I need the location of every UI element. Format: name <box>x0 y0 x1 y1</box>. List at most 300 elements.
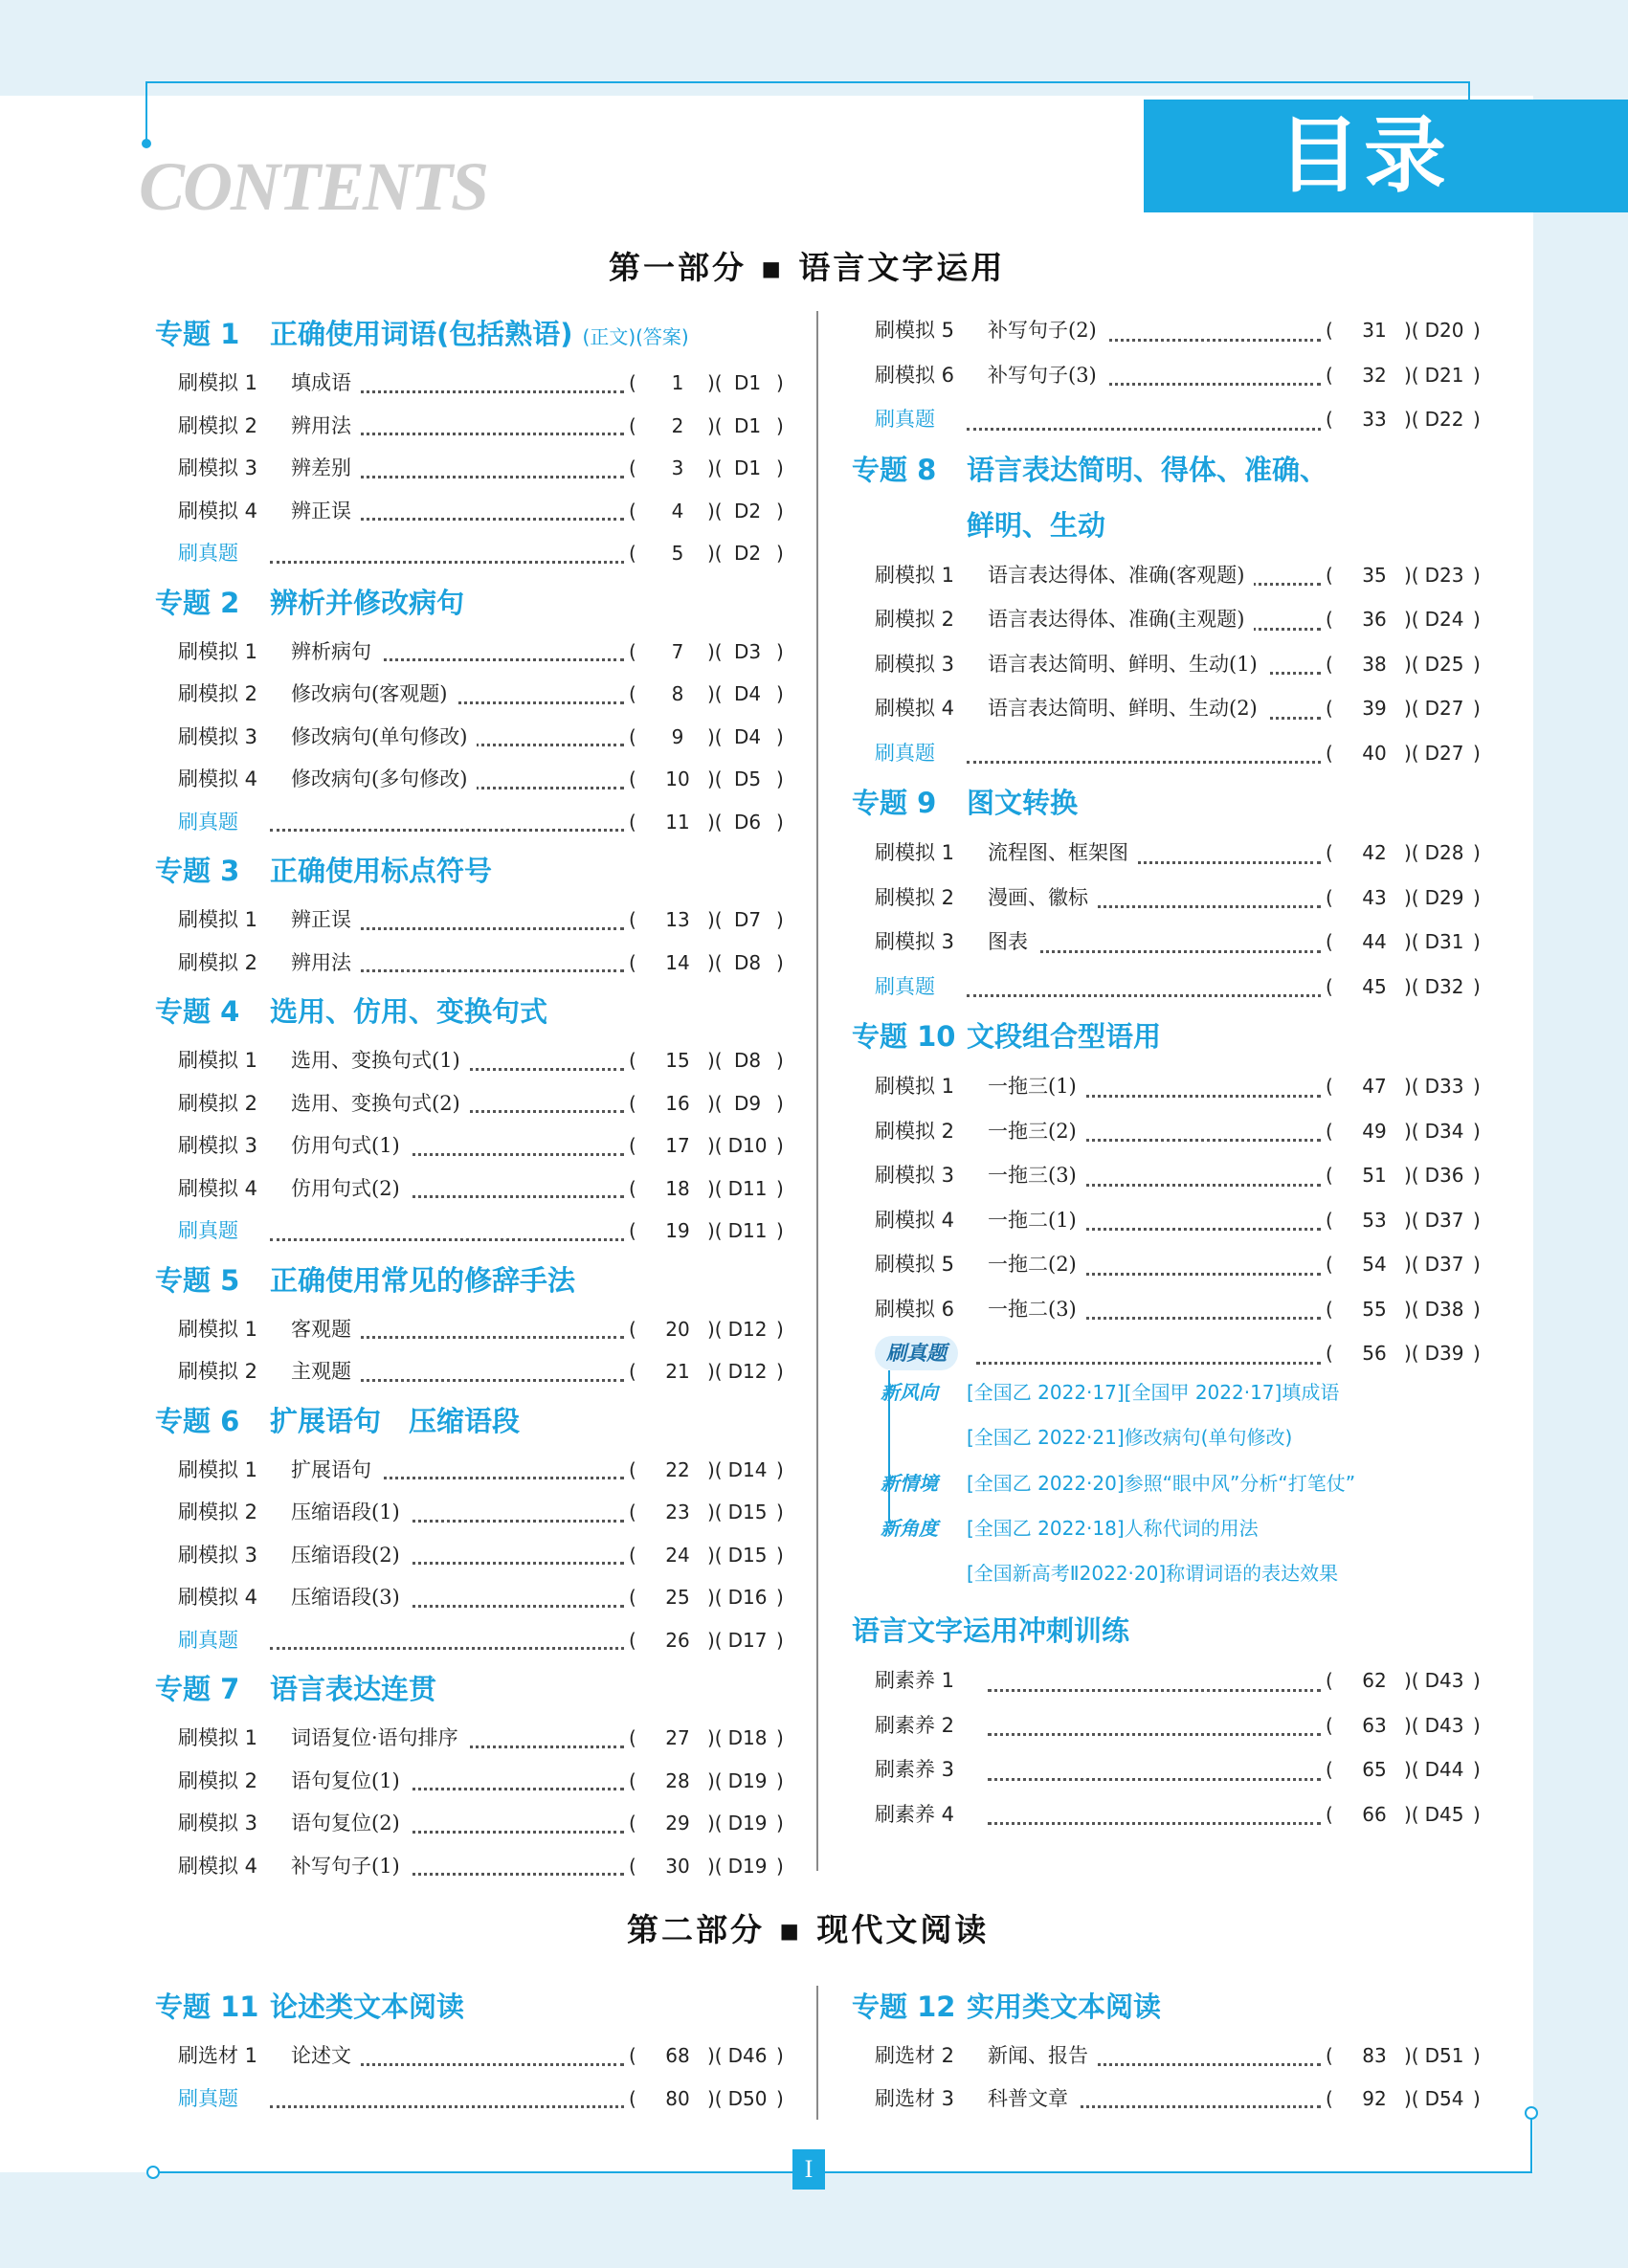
topic-title: 语言表达连贯 <box>270 1673 437 1705</box>
trend-tag: 新角度 <box>881 1516 938 1540</box>
toc-entry[interactable] <box>155 1350 787 1393</box>
entry-label: 刷真题 <box>178 542 238 565</box>
entry-label: 刷模拟 2 <box>875 608 955 631</box>
paren-close: ) <box>776 1543 784 1567</box>
paren-close: ) <box>776 1586 784 1609</box>
paren-mid: )( <box>1404 1713 1419 1737</box>
entry-page: 10 <box>665 767 690 790</box>
entry-label: 刷模拟 2 <box>178 1360 258 1383</box>
entry-answer-page: D32 <box>1424 974 1464 998</box>
entry-page: 56 <box>1362 1342 1387 1365</box>
paren-close: ) <box>1473 741 1481 765</box>
paren-open: ( <box>1326 1253 1333 1276</box>
entry-answer-page: D34 <box>1424 1119 1464 1143</box>
paren-open: ( <box>1326 2086 1333 2110</box>
paren-close: ) <box>1473 974 1481 998</box>
entry-answer-page: D14 <box>727 1457 768 1481</box>
entry-answer-page: D12 <box>727 1317 768 1341</box>
entry-title: 语句复位(1) <box>291 1760 410 1803</box>
paren-open: ( <box>629 413 636 437</box>
paren-mid: )( <box>707 1176 723 1200</box>
paren-mid: )( <box>1404 841 1419 864</box>
paren-open: ( <box>629 1586 636 1609</box>
entry-label: 刷真题 <box>178 1628 238 1652</box>
paren-open: ( <box>1326 930 1333 953</box>
paren-mid: )( <box>1404 652 1419 676</box>
paren-open: ( <box>1326 408 1333 431</box>
entry-label: 刷模拟 4 <box>178 1586 258 1609</box>
entry-label: 刷素养 4 <box>875 1802 955 1826</box>
toc-entry[interactable] <box>852 397 1483 442</box>
entry-answer-page: D46 <box>727 2044 768 2067</box>
entry-answer-page: D27 <box>1424 697 1464 720</box>
paren-mid: )( <box>707 1768 723 1792</box>
entry-page: 32 <box>1362 363 1387 387</box>
paren-close: ) <box>776 1726 784 1749</box>
topic-title: 正确使用词语(包括熟语) <box>270 318 573 350</box>
paren-open: ( <box>1326 2044 1333 2067</box>
toc-entry[interactable] <box>852 1792 1483 1837</box>
real-exam-pill: 刷真题 <box>875 1336 958 1370</box>
paren-open: ( <box>629 1134 636 1157</box>
paren-open: ( <box>1326 1164 1333 1187</box>
paren-mid: )( <box>707 1091 723 1115</box>
paren-close: ) <box>1473 841 1481 864</box>
entry-answer-page: D9 <box>733 1091 762 1115</box>
paren-open: ( <box>1326 741 1333 765</box>
paren-mid: )( <box>1404 930 1419 953</box>
entry-page: 36 <box>1362 608 1387 631</box>
entry-answer-page: D33 <box>1424 1075 1464 1098</box>
paren-close: ) <box>776 1854 784 1878</box>
topic-title: 正确使用标点符号 <box>270 855 493 887</box>
toc-part2-right <box>852 1979 1483 2120</box>
entry-answer-page: D1 <box>733 413 762 437</box>
topic-heading-continued: 鲜明、生动 <box>967 508 1106 542</box>
entry-title: 填成语 <box>291 362 361 405</box>
entry-label: 刷模拟 4 <box>178 499 258 523</box>
topic-number: 专题 2 <box>155 586 240 619</box>
toc-entry[interactable] <box>852 597 1483 642</box>
entry-answer-page: D23 <box>1424 563 1464 587</box>
entry-label: 刷模拟 2 <box>178 1768 258 1792</box>
entry-title: 主观题 <box>291 1350 361 1393</box>
paren-close: ) <box>1473 930 1481 953</box>
entry-label: 刷模拟 1 <box>178 639 258 663</box>
toc-entry[interactable] <box>155 801 787 844</box>
entry-page: 33 <box>1362 408 1387 431</box>
entry-page: 35 <box>1362 563 1387 587</box>
entry-label: 刷模拟 2 <box>178 1501 258 1523</box>
trend-tag: 新风向 <box>881 1381 938 1404</box>
paren-open: ( <box>1326 885 1333 909</box>
paren-close: ) <box>1473 608 1481 631</box>
entry-answer-page: D10 <box>727 1134 768 1157</box>
toc-entry[interactable] <box>155 942 787 985</box>
paren-mid: )( <box>1404 2086 1419 2110</box>
entry-label: 刷模拟 1 <box>178 1049 258 1072</box>
trend-item <box>881 1370 1339 1414</box>
entry-page: 62 <box>1362 1669 1387 1692</box>
part1-title: 第一部分 ▪ 语言文字运用 <box>609 249 1006 286</box>
toc-right-column <box>852 308 1483 1376</box>
trend-text: [全国乙 2022·17][全国甲 2022·17]填成语 <box>967 1381 1340 1404</box>
toc-entry[interactable] <box>852 686 1483 731</box>
entry-label: 刷模拟 1 <box>178 908 258 931</box>
paren-open: ( <box>629 1501 636 1523</box>
paren-open: ( <box>629 639 636 663</box>
paren-open: ( <box>629 1768 636 1792</box>
entry-page: 18 <box>665 1176 690 1200</box>
entry-page: 45 <box>1362 974 1387 998</box>
entry-label: 刷模拟 3 <box>875 1164 955 1187</box>
trend-text: [全国乙 2022·21]修改病句(单句修改) <box>967 1426 1293 1450</box>
paren-mid: )( <box>707 908 723 931</box>
paren-mid: )( <box>707 2044 723 2067</box>
dot-leader <box>988 1781 1321 1826</box>
entry-page: 39 <box>1362 697 1387 720</box>
paren-close: ) <box>776 456 784 479</box>
paren-open: ( <box>629 1543 636 1567</box>
paren-open: ( <box>629 1812 636 1834</box>
entry-title: 客观题 <box>291 1308 361 1351</box>
toc-entry[interactable] <box>155 1619 787 1662</box>
entry-answer-page: D2 <box>733 499 762 523</box>
paren-open: ( <box>629 1219 636 1242</box>
entry-label: 刷模拟 2 <box>875 885 955 909</box>
paren-open: ( <box>629 908 636 931</box>
entry-label: 刷模拟 1 <box>875 1075 955 1098</box>
paren-mid: )( <box>1404 563 1419 587</box>
paren-mid: )( <box>707 1457 723 1481</box>
entry-page: 55 <box>1362 1297 1387 1321</box>
entry-page: 47 <box>1362 1075 1387 1098</box>
topic-title: 正确使用常见的修辞手法 <box>270 1263 576 1297</box>
paren-mid: )( <box>1404 697 1419 720</box>
paren-mid: )( <box>1404 1669 1419 1692</box>
entry-label: 刷真题 <box>178 2086 238 2110</box>
entry-answer-page: D11 <box>727 1219 768 1242</box>
entry-title: 修改病句(客观题) <box>291 673 457 716</box>
paren-open: ( <box>629 499 636 523</box>
paren-close: ) <box>1473 1208 1481 1232</box>
entry-label: 刷模拟 4 <box>178 1176 258 1200</box>
entry-answer-page: D36 <box>1424 1164 1464 1187</box>
entry-page: 54 <box>1362 1253 1387 1276</box>
paren-open: ( <box>1326 697 1333 720</box>
entry-page: 27 <box>665 1726 690 1749</box>
paren-mid: )( <box>707 499 723 523</box>
entry-title: 辨用法 <box>291 942 361 985</box>
trend-tag: 新情境 <box>881 1471 938 1495</box>
trend-text: [全国新高考Ⅱ2022·20]称谓词语的表达效果 <box>967 1562 1339 1585</box>
paren-open: ( <box>629 1091 636 1115</box>
paren-open: ( <box>629 2044 636 2067</box>
column-divider-2 <box>816 1986 818 2120</box>
entry-page: 65 <box>1362 1758 1387 1781</box>
paren-open: ( <box>1326 1208 1333 1232</box>
entry-page: 26 <box>665 1628 690 1652</box>
topic-title: 实用类文本阅读 <box>967 1990 1162 2023</box>
entry-label: 刷模拟 3 <box>178 724 258 748</box>
entry-label <box>875 1331 967 1376</box>
paren-open: ( <box>629 1360 636 1383</box>
entry-title: 漫画、徽标 <box>988 876 1098 921</box>
entry-answer-page: D1 <box>733 371 762 394</box>
entry-title: 一拖三(3) <box>988 1153 1086 1198</box>
entry-title: 仿用句式(2) <box>291 1167 410 1211</box>
toc-entry[interactable] <box>852 731 1483 776</box>
entry-answer-page: D24 <box>1424 608 1464 631</box>
topic-number: 专题 3 <box>155 855 240 887</box>
entry-page: 68 <box>665 2044 690 2067</box>
entry-label: 刷模拟 5 <box>875 319 955 342</box>
entry-title: 选用、变换句式(1) <box>291 1039 470 1082</box>
entry-label: 刷模拟 3 <box>875 652 955 676</box>
entry-answer-page: D15 <box>727 1501 768 1523</box>
entry-title: 辨析病句 <box>291 631 381 674</box>
entry-title: 语言表达简明、鲜明、生动(2) <box>988 686 1267 731</box>
entry-label: 刷真题 <box>875 408 935 431</box>
entry-page: 25 <box>665 1586 690 1609</box>
entry-answer-page: D27 <box>1424 741 1464 765</box>
dot-leader <box>988 1647 1321 1692</box>
paren-open: ( <box>629 1049 636 1072</box>
topic-number: 专题 5 <box>155 1263 240 1297</box>
toc-entry[interactable] <box>155 532 787 575</box>
entry-answer-page: D39 <box>1424 1342 1464 1365</box>
paren-close: ) <box>776 639 784 663</box>
paren-mid: )( <box>707 682 723 705</box>
entry-answer-page: D37 <box>1424 1208 1464 1232</box>
paren-open: ( <box>1326 1758 1333 1781</box>
entry-label: 刷模拟 3 <box>178 1812 258 1834</box>
trend-item <box>881 1461 1355 1505</box>
paren-open: ( <box>1326 608 1333 631</box>
paren-close: ) <box>776 371 784 394</box>
paren-close: ) <box>1473 1342 1481 1365</box>
paren-open: ( <box>1326 1342 1333 1365</box>
entry-answer-page: D5 <box>733 767 762 790</box>
topic-title: 扩展语句 压缩语段 <box>270 1404 521 1437</box>
paren-mid: )( <box>1404 1342 1419 1365</box>
part2-title: 第二部分 ▪ 现代文阅读 <box>627 1911 990 1948</box>
entry-answer-page: D44 <box>1424 1758 1464 1781</box>
entry-label: 刷模拟 5 <box>875 1253 955 1276</box>
toc-entry[interactable] <box>155 758 787 801</box>
entry-page: 44 <box>1362 930 1387 953</box>
entry-page: 21 <box>665 1360 690 1383</box>
paren-close: ) <box>1473 563 1481 587</box>
paren-close: ) <box>776 950 784 974</box>
contents-heading: CONTENTS <box>139 148 488 225</box>
entry-page: 3 <box>671 456 684 479</box>
toc-entry[interactable] <box>155 2078 787 2121</box>
entry-label: 刷模拟 4 <box>178 767 258 790</box>
entry-label: 刷模拟 3 <box>178 1543 258 1567</box>
trend-item <box>881 1506 1259 1550</box>
paren-open: ( <box>1326 1119 1333 1143</box>
paren-close: ) <box>776 2086 784 2110</box>
paren-mid: )( <box>707 1219 723 1242</box>
paren-mid: )( <box>1404 885 1419 909</box>
paren-close: ) <box>776 1176 784 1200</box>
paren-open: ( <box>629 767 636 790</box>
topic-heading <box>852 442 1483 498</box>
entry-answer-page: D8 <box>733 950 762 974</box>
topic-number: 专题 12 <box>852 1990 956 2023</box>
paren-open: ( <box>1326 652 1333 676</box>
paren-close: ) <box>776 1501 784 1523</box>
paren-mid: )( <box>707 1317 723 1341</box>
paren-open: ( <box>629 542 636 565</box>
paren-open: ( <box>629 2086 636 2110</box>
paren-close: ) <box>1473 319 1481 342</box>
paren-close: ) <box>776 1317 784 1341</box>
entry-title: 仿用句式(1) <box>291 1124 410 1167</box>
topic-number: 专题 9 <box>852 787 937 819</box>
entry-title: 词语复位·语句排序 <box>291 1717 468 1760</box>
paren-mid: )( <box>707 724 723 748</box>
entry-label: 刷模拟 1 <box>178 1457 258 1481</box>
entry-answer-page: D19 <box>727 1768 768 1792</box>
entry-page: 28 <box>665 1768 690 1792</box>
entry-answer-page: D6 <box>733 810 762 834</box>
entry-answer-page: D29 <box>1424 885 1464 909</box>
paren-mid: )( <box>1404 2044 1419 2067</box>
entry-page: 92 <box>1362 2086 1387 2110</box>
paren-close: ) <box>1473 1758 1481 1781</box>
entry-label: 刷选材 1 <box>178 2044 258 2067</box>
toc-part2-left <box>155 1979 787 2120</box>
paren-close: ) <box>1473 408 1481 431</box>
paren-close: ) <box>776 767 784 790</box>
entry-answer-page: D25 <box>1424 652 1464 676</box>
paren-close: ) <box>776 810 784 834</box>
paren-mid: )( <box>707 1812 723 1834</box>
paren-open: ( <box>1326 1297 1333 1321</box>
entry-label: 刷素养 3 <box>875 1758 955 1781</box>
trend-text: [全国乙 2022·18]人称代词的用法 <box>967 1516 1259 1540</box>
entry-page: 49 <box>1362 1119 1387 1143</box>
entry-page: 66 <box>1362 1802 1387 1826</box>
entry-title: 辨差别 <box>291 447 361 490</box>
entry-label: 刷模拟 1 <box>178 1726 258 1749</box>
paren-mid: )( <box>1404 1297 1419 1321</box>
paren-mid: )( <box>1404 408 1419 431</box>
toc-entry[interactable] <box>852 965 1483 1010</box>
toc-entry[interactable] <box>852 553 1483 598</box>
paren-open: ( <box>629 1726 636 1749</box>
paren-open: ( <box>1326 841 1333 864</box>
entry-label: 刷模拟 3 <box>875 930 955 953</box>
paren-close: ) <box>776 1134 784 1157</box>
entry-answer-page: D8 <box>733 1049 762 1072</box>
paren-close: ) <box>776 542 784 565</box>
entry-page: 42 <box>1362 841 1387 864</box>
entry-page: 8 <box>671 682 684 705</box>
paren-open: ( <box>1326 319 1333 342</box>
entry-page: 13 <box>665 908 690 931</box>
topic-note: (正文)(答案) <box>582 325 689 348</box>
paren-mid: )( <box>1404 363 1419 387</box>
paren-open: ( <box>629 810 636 834</box>
paren-open: ( <box>629 682 636 705</box>
entry-title: 选用、变换句式(2) <box>291 1082 470 1125</box>
entry-page: 83 <box>1362 2044 1387 2067</box>
entry-page: 31 <box>1362 319 1387 342</box>
dot-leader <box>988 1692 1321 1737</box>
entry-answer-page: D3 <box>733 639 762 663</box>
paren-mid: )( <box>1404 1119 1419 1143</box>
toc-training-section <box>852 1603 1483 1836</box>
entry-label: 刷模拟 1 <box>875 841 955 864</box>
entry-page: 11 <box>665 810 690 834</box>
paren-close: ) <box>1473 1075 1481 1098</box>
toc-entry[interactable] <box>155 1845 787 1888</box>
topic-number: 专题 4 <box>155 995 240 1028</box>
entry-title: 一拖三(2) <box>988 1109 1086 1154</box>
paren-open: ( <box>629 371 636 394</box>
topic-number: 专题 11 <box>155 1990 259 2023</box>
entry-title: 语言表达得体、准确(主观题) <box>988 597 1254 642</box>
entry-answer-page: D1 <box>733 456 762 479</box>
entry-title: 流程图、框架图 <box>988 831 1138 876</box>
entry-answer-page: D4 <box>733 682 762 705</box>
toc-entry[interactable] <box>852 642 1483 687</box>
entry-label: 刷模拟 1 <box>178 371 258 394</box>
entry-page: 2 <box>671 413 684 437</box>
entry-page: 15 <box>665 1049 690 1072</box>
toc-entry[interactable] <box>852 1331 1483 1376</box>
entry-label: 刷模拟 2 <box>875 1119 955 1143</box>
entry-page: 19 <box>665 1219 690 1242</box>
entry-title: 语言表达得体、准确(客观题) <box>988 553 1254 598</box>
entry-title: 新闻、报告 <box>988 2035 1098 2078</box>
toc-entry[interactable] <box>155 1210 787 1253</box>
paren-mid: )( <box>1404 1758 1419 1781</box>
toc-entry[interactable] <box>852 2078 1483 2121</box>
entry-page: 40 <box>1362 741 1387 765</box>
entry-page: 16 <box>665 1091 690 1115</box>
paren-close: ) <box>1473 652 1481 676</box>
entry-label: 刷选材 3 <box>875 2086 955 2110</box>
paren-open: ( <box>629 950 636 974</box>
entry-label: 刷真题 <box>875 974 935 998</box>
entry-label: 刷素养 2 <box>875 1713 955 1737</box>
paren-mid: )( <box>1404 741 1419 765</box>
paren-close: ) <box>1473 1297 1481 1321</box>
paren-mid: )( <box>1404 319 1419 342</box>
entry-answer-page: D20 <box>1424 319 1464 342</box>
paren-close: ) <box>776 1360 784 1383</box>
entry-answer-page: D17 <box>727 1628 768 1652</box>
topic-number: 专题 7 <box>155 1673 240 1705</box>
entry-label: 刷素养 1 <box>875 1669 955 1692</box>
entry-page: 23 <box>665 1501 690 1523</box>
entry-answer-page: D31 <box>1424 930 1464 953</box>
entry-answer-page: D21 <box>1424 363 1464 387</box>
entry-answer-page: D18 <box>727 1726 768 1749</box>
paren-close: ) <box>1473 1164 1481 1187</box>
entry-page: 14 <box>665 950 690 974</box>
entry-answer-page: D22 <box>1424 408 1464 431</box>
paren-open: ( <box>1326 974 1333 998</box>
toc-entry[interactable] <box>155 716 787 759</box>
paren-open: ( <box>629 1457 636 1481</box>
paren-close: ) <box>776 1768 784 1792</box>
entry-answer-page: D50 <box>727 2086 768 2110</box>
